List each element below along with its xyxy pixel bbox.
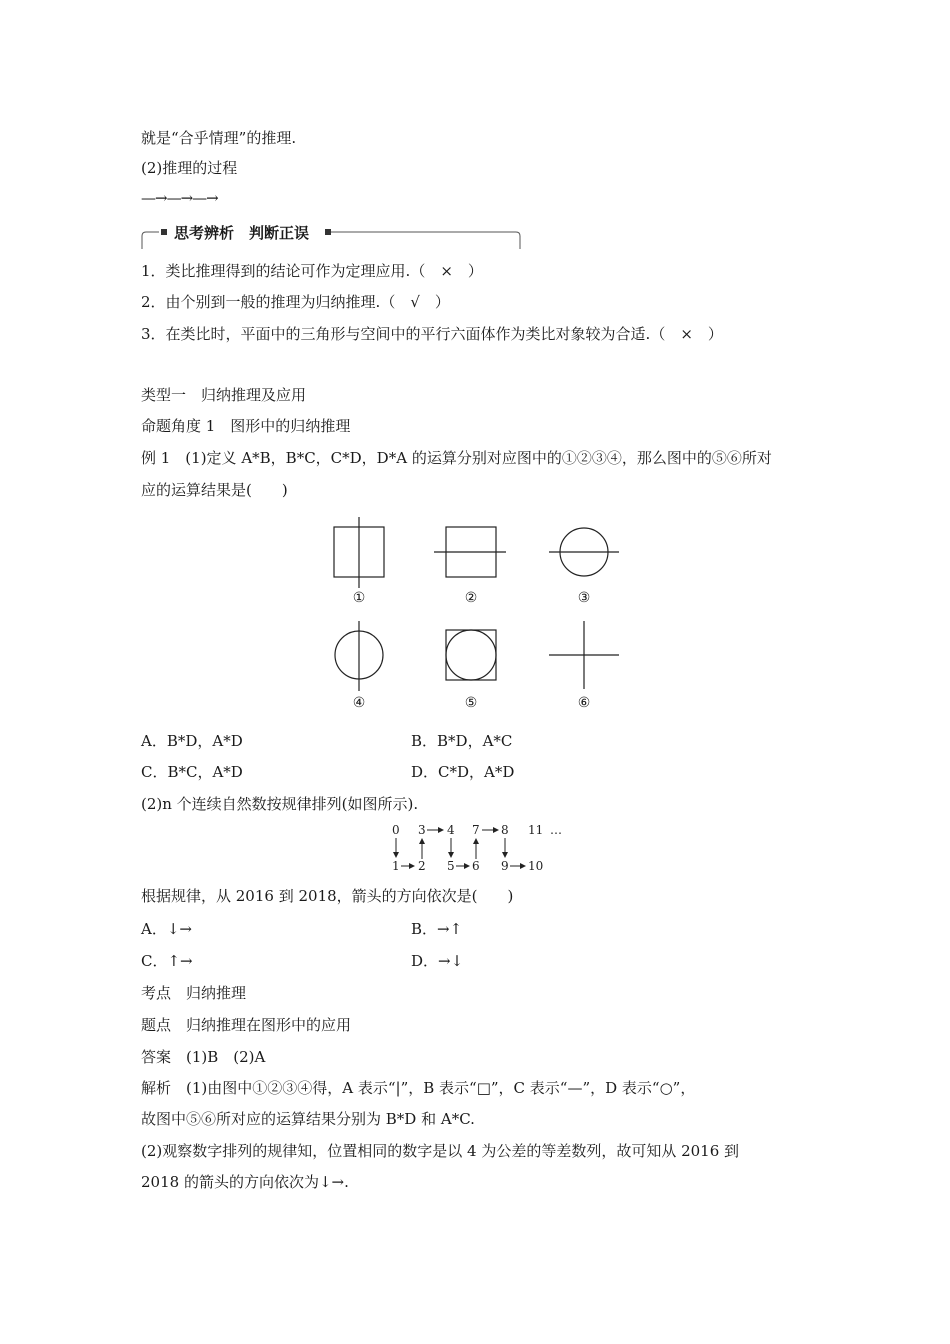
seq-top-0: 0: [392, 823, 400, 837]
seq-top-5: 11: [528, 823, 544, 837]
kaodian: 考点 归纳推理: [141, 984, 247, 1002]
figure-3: [549, 528, 619, 576]
type-heading: 类型一 归纳推理及应用: [141, 386, 307, 404]
figure-2: [434, 527, 506, 577]
angle-heading: 命题角度 1 图形中的归纳推理: [141, 417, 351, 435]
tidian: 题点 归纳推理在图形中的应用: [141, 1016, 352, 1034]
seq-bottom-2: 5: [447, 859, 455, 873]
option-2-a: A．↓→: [141, 920, 192, 938]
seq-bottom-5: 10: [528, 859, 544, 873]
intro-line-2: (2)推理的过程: [141, 159, 238, 177]
option-1-a: A．B*D，A*D: [141, 732, 243, 750]
seq-top-ellipsis: …: [550, 823, 562, 837]
option-2-d: D．→↓: [411, 952, 464, 970]
seq-bottom-1: 2: [418, 859, 426, 873]
operation-figures: [320, 515, 630, 715]
figure-label-4: ④: [352, 695, 366, 711]
figure-4: [335, 621, 383, 691]
section-box-title: 思考辨析 判断正误: [174, 224, 310, 242]
process-arrows: —→—→—→: [141, 189, 218, 207]
example-line-1: 例 1 (1)定义 A*B，B*C，C*D，D*A 的运算分别对应图中的①②③④，那么图中的⑤⑥所对: [141, 449, 772, 467]
seq-top-2: 4: [447, 823, 455, 837]
figure-label-5: ⑤: [464, 695, 478, 711]
seq-top-3: 7: [472, 823, 480, 837]
part2-question: 根据规律，从 2016 到 2018，箭头的方向依次是( ): [141, 887, 514, 905]
figure-label-3: ③: [577, 590, 591, 606]
seq-top-4: 8: [501, 823, 509, 837]
option-2-b: B．→↑: [411, 920, 463, 938]
analysis-line-3: (2)观察数字排列的规律知，位置相同的数字是以 4 为公差的等差数列，故可知从 2016 到: [141, 1142, 740, 1160]
figure-5: [446, 630, 496, 680]
seq-bottom-4: 9: [501, 859, 509, 873]
analysis-line-1: 解析 (1)由图中①②③④得，A 表示“|”，B 表示“□”，C 表示“—”，D 表示“○”，: [141, 1079, 696, 1097]
figure-label-2: ②: [464, 590, 478, 606]
seq-bottom-0: 1: [392, 859, 400, 873]
figure-6: [549, 621, 619, 689]
intro-line-1: 就是“合乎情理”的推理.: [141, 129, 297, 147]
figure-label-1: ①: [352, 590, 366, 606]
seq-bottom-3: 6: [472, 859, 480, 873]
number-sequence-diagram: [386, 822, 566, 874]
option-1-b: B．B*D，A*C: [411, 732, 513, 750]
figure-label-6: ⑥: [577, 695, 591, 711]
judgement-3: 3．在类比时，平面中的三角形与空间中的平行六面体作为类比对象较为合适.（ × ）: [141, 325, 723, 343]
figure-1: [334, 517, 384, 588]
option-1-d: D．C*D，A*D: [411, 763, 515, 781]
judgement-2: 2．由个别到一般的推理为归纳推理.（ √ ）: [141, 293, 450, 311]
analysis-line-2: 故图中⑤⑥所对应的运算结果分别为 B*D 和 A*C.: [141, 1110, 475, 1128]
option-1-c: C．B*C，A*D: [141, 763, 243, 781]
judgement-1: 1．类比推理得到的结论可作为定理应用.（ × ）: [141, 262, 483, 280]
option-2-c: C．↑→: [141, 952, 193, 970]
seq-top-1: 3: [418, 823, 426, 837]
analysis-line-4: 2018 的箭头的方向依次为↓→.: [141, 1173, 349, 1191]
answer: 答案 (1)B (2)A: [141, 1048, 266, 1066]
part2-intro: (2)n 个连续自然数按规律排列(如图所示).: [141, 795, 419, 813]
example-line-2: 应的运算结果是( ): [141, 481, 288, 499]
